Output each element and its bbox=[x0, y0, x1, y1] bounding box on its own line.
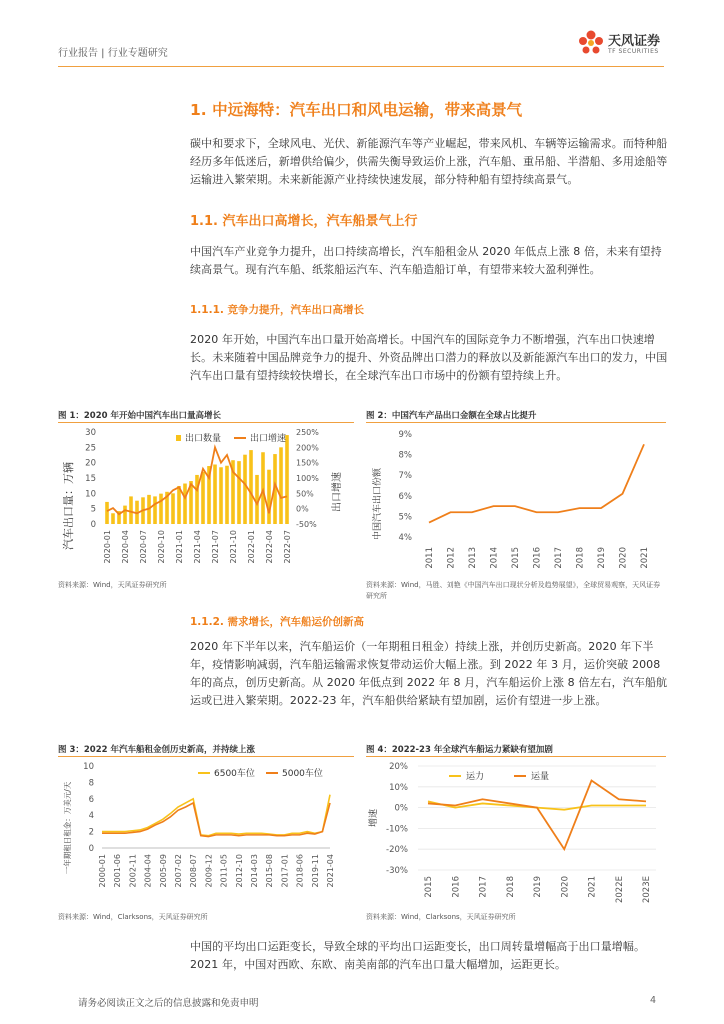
fig1-xtick: 2021-04 bbox=[193, 530, 202, 564]
fig3-xtick: 2001-06 bbox=[113, 854, 123, 888]
page-number: 4 bbox=[650, 995, 657, 1006]
fig3-xtick: 2012-10 bbox=[234, 854, 244, 888]
fig1-legend-bar-swatch bbox=[176, 435, 181, 441]
fig4-ytick: -30% bbox=[386, 866, 408, 876]
fig3-ytick: 4 bbox=[88, 811, 94, 822]
fig4-divider bbox=[366, 756, 666, 757]
fig1-title: 图 1：2020 年开始中国汽车出口量高增长 bbox=[58, 411, 221, 421]
fig1-ylabel: 汽车出口量：万辆 bbox=[62, 462, 75, 550]
fig1-bar bbox=[243, 455, 247, 524]
fig3-legend-5000: 5000车位 bbox=[282, 769, 323, 779]
fig1-bar bbox=[111, 513, 115, 524]
fig4-source: 资料来源：Wind，Clarksons，天风证券研究所 bbox=[366, 913, 516, 921]
fig4-volume-line bbox=[428, 781, 646, 850]
fig1-bar bbox=[153, 496, 157, 524]
fig2-xtick: 2019 bbox=[597, 547, 607, 569]
fig3-xtick: 2008-07 bbox=[189, 854, 199, 888]
fig3-xtick: 2000-01 bbox=[98, 854, 107, 888]
paragraph-3: 2020 年开始，中国汽车出口量开始高增长。中国汽车的国际竞争力不断增强，汽车出口快速增长。未来随着中国品牌竞争力的提升、外资品牌出口潜力的释放以及新能源汽车出口的发力，中国汽车出口量有望持续较快增长，在全球汽车出口市场中的份额有望持续上升。 bbox=[190, 333, 668, 382]
fig4-ytick: -20% bbox=[386, 845, 408, 856]
fig4-title: 图 4：2022-23 年全球汽车船运力紧缺有望加剧 bbox=[366, 745, 553, 755]
fig3-5000-line bbox=[102, 803, 330, 837]
fig1-bar bbox=[159, 494, 163, 524]
header-breadcrumb: 行业报告 | 行业专题研究 bbox=[58, 48, 168, 59]
fig3-xtick: 2009-12 bbox=[204, 854, 214, 888]
fig1-bar bbox=[267, 470, 271, 524]
fig4-xtick: 2021 bbox=[587, 876, 598, 898]
fig4-xtick: 2015 bbox=[424, 876, 434, 898]
fig1-bar bbox=[105, 502, 109, 524]
fig2-xtick: 2015 bbox=[511, 547, 521, 569]
fig3-xtick: 2015-08 bbox=[265, 854, 275, 888]
header-divider bbox=[58, 66, 664, 67]
fig2-xtick: 2013 bbox=[468, 547, 478, 569]
fig3-divider bbox=[58, 756, 354, 757]
fig3-xtick: 2017-01 bbox=[280, 854, 290, 888]
paragraph-1: 碳中和要求下，全球风电、光伏、新能源汽车等产业崛起，带来风机、车辆等运输需求。而特种船经历多年低迷后，新增供给偏少，供需失衡导致运价上涨，汽车船、重吊船、半潜船、多用途船等运输进入繁荣期。未来新能源产业持续快速发展，部分特种船有望持续高景气。 bbox=[190, 137, 668, 186]
fig1-bar bbox=[177, 486, 181, 524]
fig1-xtick: 2020-01 bbox=[103, 530, 112, 564]
fig3-ylabel: 一年期租日租金：万美元/天 bbox=[63, 781, 72, 875]
section-heading-1-1-1: 1.1.1. 竞争力提升，汽车出口高增长 bbox=[190, 304, 365, 316]
fig2-divider bbox=[366, 422, 666, 423]
paragraph-2: 中国汽车产业竞争力提升，出口持续高增长，汽车船租金从 2020 年低点上涨 8 倍，未来有望持续高景气。现有汽车船、纸浆船运汽车、汽车船造船订单，有望带来较大盈利弹性。 bbox=[190, 245, 662, 276]
fig3-title: 图 3：2022 年汽车船租金创历史新高，并持续上涨 bbox=[58, 745, 255, 755]
fig3-chart bbox=[58, 758, 356, 908]
fig1-y2tick: 250% bbox=[296, 428, 319, 437]
fig1-ytick: 30 bbox=[85, 428, 96, 438]
fig1-bar bbox=[219, 467, 223, 524]
fig2-ytick: 7% bbox=[398, 471, 412, 482]
fig4-ytick: -10% bbox=[386, 824, 408, 835]
fig1-y2tick: 200% bbox=[296, 443, 319, 453]
fig1-chart bbox=[58, 424, 356, 574]
fig2-source: 资料来源：Wind，马胜、刘艳《中国汽车出口现状分析及趋势展望》，全球贸易观察，天风证券研究所 bbox=[366, 581, 661, 600]
fig3-xtick: 2019-11 bbox=[310, 854, 320, 888]
fig3-ytick: 10 bbox=[83, 762, 94, 772]
fig3-xtick: 2002-11 bbox=[128, 854, 138, 888]
fig2-ytick: 8% bbox=[398, 450, 412, 461]
fig4-legend-volume: 运量 bbox=[531, 772, 550, 782]
section-heading-1-1-2: 1.1.2. 需求增长，汽车船运价创新高 bbox=[190, 616, 365, 628]
fig2-chart bbox=[366, 424, 666, 574]
fig1-bar bbox=[213, 465, 217, 524]
fig2-xtick: 2014 bbox=[489, 547, 500, 569]
fig1-bar bbox=[237, 461, 241, 524]
fig1-ytick: 10 bbox=[85, 489, 96, 500]
fig1-bar bbox=[171, 493, 175, 524]
fig3-ytick: 2 bbox=[88, 827, 94, 838]
fig2-xtick: 2016 bbox=[532, 547, 543, 569]
fig1-ytick: 15 bbox=[85, 474, 96, 484]
fig1-xtick: 2021-01 bbox=[175, 530, 184, 564]
fig4-xtick: 2019 bbox=[533, 876, 543, 898]
fig4-ytick: 0% bbox=[394, 803, 408, 814]
fig1-xtick: 2021-10 bbox=[229, 530, 238, 564]
fig1-y2tick: 0% bbox=[296, 504, 309, 514]
fig2-xtick: 2012 bbox=[446, 547, 457, 569]
fig1-legend-bar: 出口数量 bbox=[185, 434, 222, 444]
fig2-xtick: 2020 bbox=[618, 547, 629, 569]
fig1-bar bbox=[129, 496, 133, 524]
fig3-6500-line bbox=[102, 795, 330, 836]
fig1-ytick: 25 bbox=[85, 443, 96, 454]
fig4-xtick: 2022E bbox=[614, 876, 625, 904]
fig4-ytick: 20% bbox=[389, 762, 408, 772]
fig1-ytick: 20 bbox=[85, 458, 96, 469]
fig2-ylabel: 中国汽车出口份额 bbox=[373, 467, 383, 541]
fig4-xtick: 2017 bbox=[478, 876, 489, 898]
fig1-bar bbox=[249, 450, 253, 524]
fig1-ytick: 5 bbox=[90, 504, 96, 515]
fig3-xtick: 2004-04 bbox=[143, 854, 153, 888]
company-logo bbox=[575, 26, 695, 60]
fig1-xtick: 2020-10 bbox=[157, 530, 166, 564]
fig1-y2tick: -50% bbox=[296, 520, 317, 529]
section-heading-1-1: 1.1. 汽车出口高增长，汽车船景气上行 bbox=[190, 214, 418, 229]
paragraph-4: 2020 年下半年以来，汽车船运价（一年期租日租金）持续上涨，并创历史新高。2020 年下半年，疫情影响减弱，汽车船运输需求恢复带动运价大幅上涨。到 2022 年 3 月，运价突破 2008 年的高点，创历史新高。从 2020 年低点到 2022 年 8 月，汽车船运价上涨 8 倍左右，汽车船航运或已进入繁荣期。2022-23 年，汽车船供给紧缺有望加剧，运价有望进一步上涨。 bbox=[190, 640, 668, 707]
fig2-ytick: 4% bbox=[398, 533, 412, 543]
fig3-ytick: 8 bbox=[88, 778, 94, 789]
fig1-legend-line: 出口增速 bbox=[250, 434, 287, 444]
fig4-xtick: 2020 bbox=[560, 876, 571, 898]
fig2-xtick: 2018 bbox=[575, 547, 586, 569]
fig3-xtick: 2021-04 bbox=[326, 854, 335, 888]
logo-flower-icon bbox=[575, 26, 607, 60]
fig1-xtick: 2022-01 bbox=[247, 530, 256, 564]
fig3-legend-6500: 6500车位 bbox=[214, 769, 255, 779]
fig2-share-line bbox=[429, 444, 644, 522]
fig1-xtick: 2020-07 bbox=[139, 530, 148, 564]
fig3-xtick: 2018-06 bbox=[295, 854, 305, 888]
fig2-xtick: 2021 bbox=[640, 547, 650, 569]
fig3-xtick: 2011-05 bbox=[219, 854, 229, 888]
fig1-xtick: 2022-04 bbox=[265, 530, 274, 564]
fig1-bar bbox=[123, 506, 127, 524]
fig2-ytick: 9% bbox=[398, 430, 412, 440]
fig4-ytick: 10% bbox=[389, 782, 408, 793]
fig3-source: 资料来源：Wind，Clarksons，天风证券研究所 bbox=[58, 913, 208, 921]
paragraph-5: 中国的平均出口运距变长，导致全球的平均出口运距变长，出口周转量增幅高于出口量增幅。2021 年，中国对西欧、东欧、南美南部的汽车出口量大幅增加，运距更长。 bbox=[190, 940, 646, 971]
fig1-bar bbox=[279, 447, 283, 524]
fig3-xtick: 2007-02 bbox=[174, 854, 183, 888]
logo-text-en: TF SECURITIES bbox=[608, 48, 659, 55]
fig1-ytick: 0 bbox=[90, 520, 96, 530]
fig4-xtick: 2018 bbox=[505, 876, 516, 898]
fig4-xtick: 2023E bbox=[642, 876, 652, 904]
fig1-xtick: 2022-07 bbox=[283, 530, 292, 564]
fig1-xtick: 2020-04 bbox=[121, 530, 130, 564]
fig1-xtick: 2021-07 bbox=[211, 530, 220, 564]
fig1-y2tick: 150% bbox=[296, 458, 319, 468]
fig1-divider bbox=[58, 422, 354, 423]
fig1-y2tick: 50% bbox=[296, 489, 314, 499]
fig2-ytick: 6% bbox=[398, 491, 412, 502]
fig4-chart bbox=[366, 758, 666, 908]
fig2-xtick: 2011 bbox=[425, 547, 435, 569]
section-heading-1: 1. 中远海特：汽车出口和风电运输，带来高景气 bbox=[190, 101, 523, 119]
fig1-y2label: 出口增速 bbox=[332, 472, 343, 512]
fig4-xtick: 2016 bbox=[451, 876, 462, 898]
fig1-y2tick: 100% bbox=[296, 474, 319, 483]
fig3-ytick: 6 bbox=[88, 794, 94, 805]
fig1-bar bbox=[183, 484, 187, 524]
fig3-xtick: 2005-09 bbox=[158, 854, 168, 888]
fig2-title: 图 2：中国汽车产品出口金额在全球占比提升 bbox=[366, 411, 537, 421]
fig2-xtick: 2017 bbox=[554, 547, 564, 569]
fig1-bar bbox=[195, 475, 199, 524]
fig3-ytick: 0 bbox=[88, 844, 94, 854]
fig1-bar bbox=[285, 435, 289, 524]
fig4-ylabel: 增速 bbox=[369, 808, 379, 828]
fig3-xtick: 2014-03 bbox=[250, 854, 259, 888]
fig1-bar bbox=[225, 466, 229, 524]
logo-text-cn: 天风证券 bbox=[608, 34, 661, 49]
fig1-source: 资料来源：Wind，天风证券研究所 bbox=[58, 581, 167, 589]
fig4-legend-capacity: 运力 bbox=[466, 772, 485, 782]
fig1-bar bbox=[201, 472, 205, 524]
footer-disclaimer: 请务必阅读正文之后的信息披露和免责申明 bbox=[78, 998, 259, 1009]
fig2-ytick: 5% bbox=[398, 512, 412, 523]
